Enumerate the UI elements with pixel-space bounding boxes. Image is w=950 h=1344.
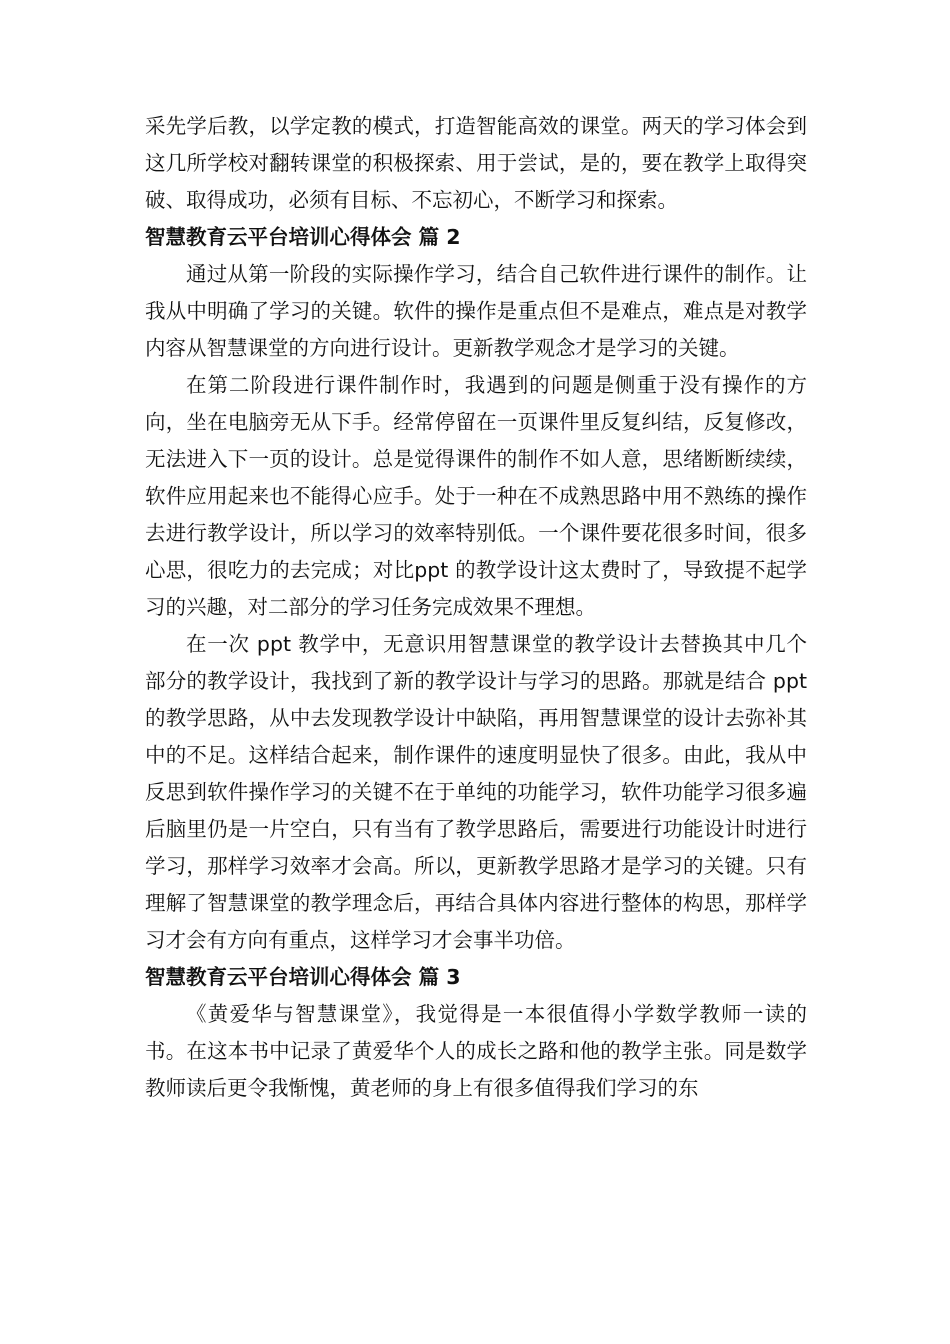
section-heading-3: 智慧教育云平台培训心得体会 篇 3 [145,965,461,989]
document-body [145,108,807,1107]
paragraph-3-1: 《黄爱华与智慧课堂》，我觉得是一本很值得小学数学教师一读的书。在这本书中记录了黄爱华个人的成长之路和他的教学主张。同是数学教师读后更令我惭愧，黄老师的身上有很多值得我们学习的东 [145,1002,807,1100]
paragraph-intro: 采先学后教，以学定教的模式，打造智能高效的课堂。两天的学习体会到这几所学校对翻转课堂的积极探索、用于尝试，是的，要在教学上取得突破、取得成功，必须有目标、不忘初心，不断学习和探索。 [145,114,807,212]
paragraph-2-2: 在第二阶段进行课件制作时，我遇到的问题是侧重于没有操作的方向，坐在电脑旁无从下手。经常停留在一页课件里反复纠结，反复修改，无法进入下一页的设计。总是觉得课件的制作不如人意，思绪断断续续，软件应用起来也不能得心应手。处于一种在不成熟思路中用不熟练的操作去进行教学设计，所以学习的效率特别低。一个课件要花很多时间，很多心思，很吃力的去完成；对比ppt 的教学设计这太费时了，导致提不起学习的兴趣，对二部分的学习任务完成效果不理想。 [145,373,807,619]
paragraph-2-3: 在一次 ppt 教学中，无意识用智慧课堂的教学设计去替换其中几个部分的教学设计，我找到了新的教学设计与学习的思路。那就是结合 ppt 的教学思路，从中去发现教学设计中缺陷，再用智慧课堂的设计去弥补其中的不足。这样结合起来，制作课件的速度明显快了很多。由此，我从中反思到软件操作学习的关键不在于单纯的功能学习，软件功能学习很多遍后脑里仍是一片空白，只有当有了教学思路后，需要进行功能设计时进行学习，那样学习效率才会高。所以，更新教学思路才是学习的关键。只有理解了智慧课堂的教学理念后，再结合具体内容进行整体的构思，那样学习才会有方向有重点，这样学习才会事半功倍。 [145,632,807,952]
paragraph-2-1: 通过从第一阶段的实际操作学习，结合自己软件进行课件的制作。让我从中明确了学习的关键。软件的操作是重点但不是难点，难点是对教学内容从智慧课堂的方向进行设计。更新教学观念才是学习的关键。 [145,262,807,360]
section-heading-2: 智慧教育云平台培训心得体会 篇 2 [145,225,461,249]
